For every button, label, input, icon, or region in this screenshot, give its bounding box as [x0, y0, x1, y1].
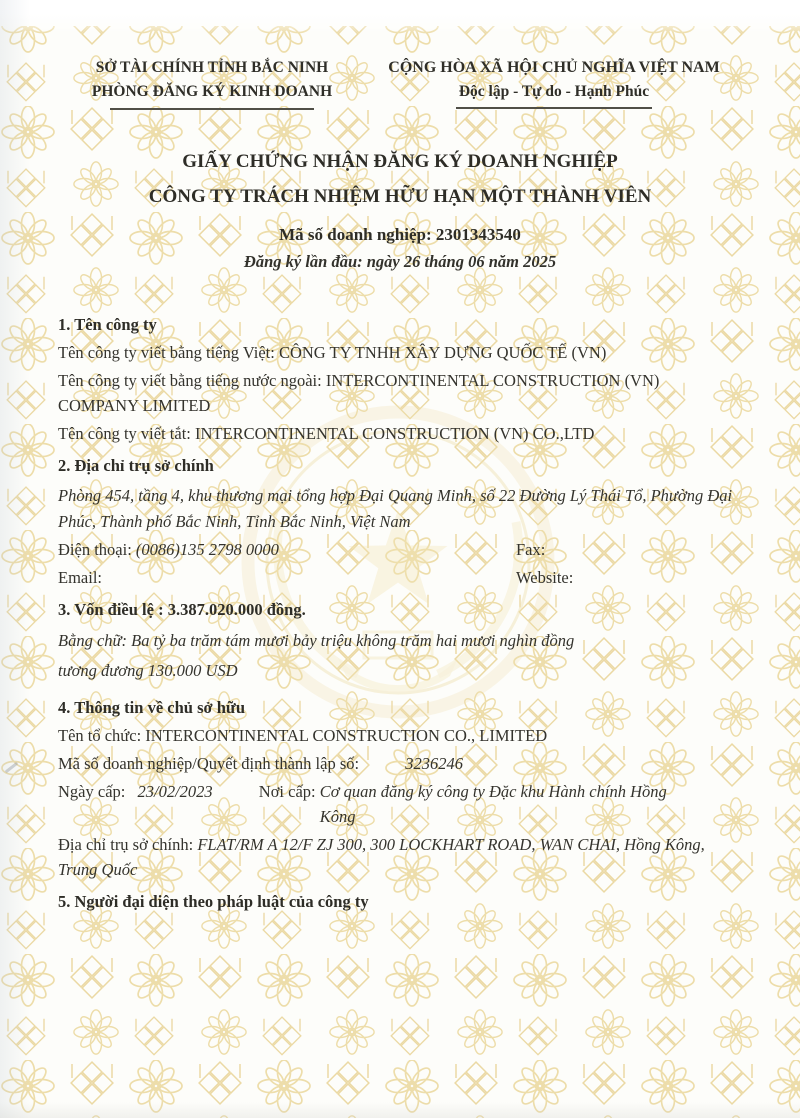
certificate-title-line2: CÔNG TY TRÁCH NHIỆM HỮU HẠN MỘT THÀNH VIÊN: [148, 186, 652, 207]
company-name-foreign-label: Tên công ty viết bằng tiếng nước ngoài:: [58, 371, 322, 390]
issue-date-value: 23/02/2023: [137, 782, 213, 801]
scan-edge-shadow-bottom: [0, 1102, 800, 1118]
issue-place-value: Cơ quan đăng ký công ty Đặc khu Hành chính Hồng Kông: [319, 782, 667, 826]
section2-heading: 2. Địa chỉ trụ sở chính: [58, 456, 214, 475]
issue-date-label: Ngày cấp:: [58, 782, 126, 801]
national-motto-line2: Độc lập - Tự do - Hạnh Phúc: [458, 83, 650, 100]
charter-capital-amount: 3.387.020.000 đồng.: [167, 600, 306, 619]
section3-heading-row: [58, 597, 742, 622]
owner-org-label: Tên tổ chức:: [58, 726, 142, 745]
company-name-vn-value: CÔNG TY TNHH XÂY DỰNG QUỐC TẾ (VN): [278, 343, 607, 362]
motto-underline: [456, 107, 652, 109]
owner-hq-address-value: FLAT/RM A 12/F ZJ 300, 300 LOCKHART ROAD, WAN CHAI, Hồng Kông, Trung Quốc: [58, 835, 705, 879]
owner-hq-address-row: [58, 832, 742, 882]
capital-in-words-line1: Bằng chữ: Ba tỷ ba trăm tám mươi bảy triệu không trăm hai mươi nghìn đồng: [58, 631, 575, 650]
owner-reg-number-label: Mã số doanh nghiệp/Quyết định thành lập số:: [58, 754, 360, 773]
head-office-address: Phòng 454, tầng 4, khu thương mại tổng hợp Đại Quang Minh, số 22 Đường Lý Thái Tổ, Phường Đại Phúc, Thành phố Bắc Ninh, Tỉnh Bắc Ninh, Việt Nam: [58, 486, 733, 531]
issue-place-label: Nơi cấp:: [258, 782, 316, 801]
phone-label: Điện thoại:: [58, 540, 132, 559]
owner-reg-number-value: 3236246: [405, 754, 463, 773]
company-name-foreign-value: INTERCONTINENTAL CONSTRUCTION (VN) COMPANY LIMITED: [58, 371, 660, 415]
issuing-agency-line1: SỞ TÀI CHÍNH TỈNH BẮC NINH: [95, 59, 329, 76]
capital-equivalent-line: tương đương 130.000 USD: [58, 661, 238, 680]
certificate-title-line1: GIẤY CHỨNG NHẬN ĐĂNG KÝ DOANH NGHIỆP: [182, 151, 618, 172]
issuing-agency-line2: PHÒNG ĐĂNG KÝ KINH DOANH: [91, 83, 333, 100]
website-label: Website:: [516, 568, 574, 587]
company-name-vn-row: [58, 340, 742, 365]
company-name-short-row: [58, 421, 742, 446]
issuer-underline: [110, 108, 314, 110]
enterprise-code-line: Mã số doanh nghiệp: 2301343540: [279, 225, 521, 244]
company-name-short-value: INTERCONTINENTAL CONSTRUCTION (VN) CO.,LTD: [195, 424, 595, 443]
section5-heading: 5. Người đại diện theo pháp luật của công ty: [58, 892, 369, 911]
email-website-row: [58, 565, 742, 590]
certificate-title: [58, 144, 742, 214]
company-name-vn-label: Tên công ty viết bằng tiếng Việt:: [58, 343, 275, 362]
section4-heading: 4. Thông tin về chủ sở hữu: [58, 698, 246, 717]
first-registration-line: Đăng ký lần đầu: ngày 26 tháng 06 năm 2025: [243, 252, 557, 271]
owner-issue-row: [58, 779, 742, 829]
document-header: [58, 56, 742, 110]
company-name-foreign-row: [58, 368, 742, 418]
owner-reg-number-row: [58, 751, 742, 776]
owner-org-row: [58, 723, 742, 748]
company-name-short-label: Tên công ty viết tắt:: [58, 424, 191, 443]
national-motto-line1: CỘNG HÒA XÃ HỘI CHỦ NGHĨA VIỆT NAM: [388, 59, 720, 76]
section1-heading: 1. Tên công ty: [58, 315, 157, 334]
capital-in-words: [58, 626, 742, 686]
owner-org-name: INTERCONTINENTAL CONSTRUCTION CO., LIMITED: [145, 726, 548, 745]
issuing-agency-block: [58, 56, 366, 110]
fax-label: Fax:: [516, 540, 546, 559]
phone-value: (0086)135 2798 0000: [135, 540, 279, 559]
phone-fax-row: [58, 537, 742, 562]
owner-hq-address-label: Địa chỉ trụ sở chính:: [58, 835, 194, 854]
email-label: Email:: [58, 568, 102, 587]
charter-capital-label: 3. Vốn điều lệ :: [58, 600, 164, 619]
national-motto-block: [366, 56, 742, 110]
